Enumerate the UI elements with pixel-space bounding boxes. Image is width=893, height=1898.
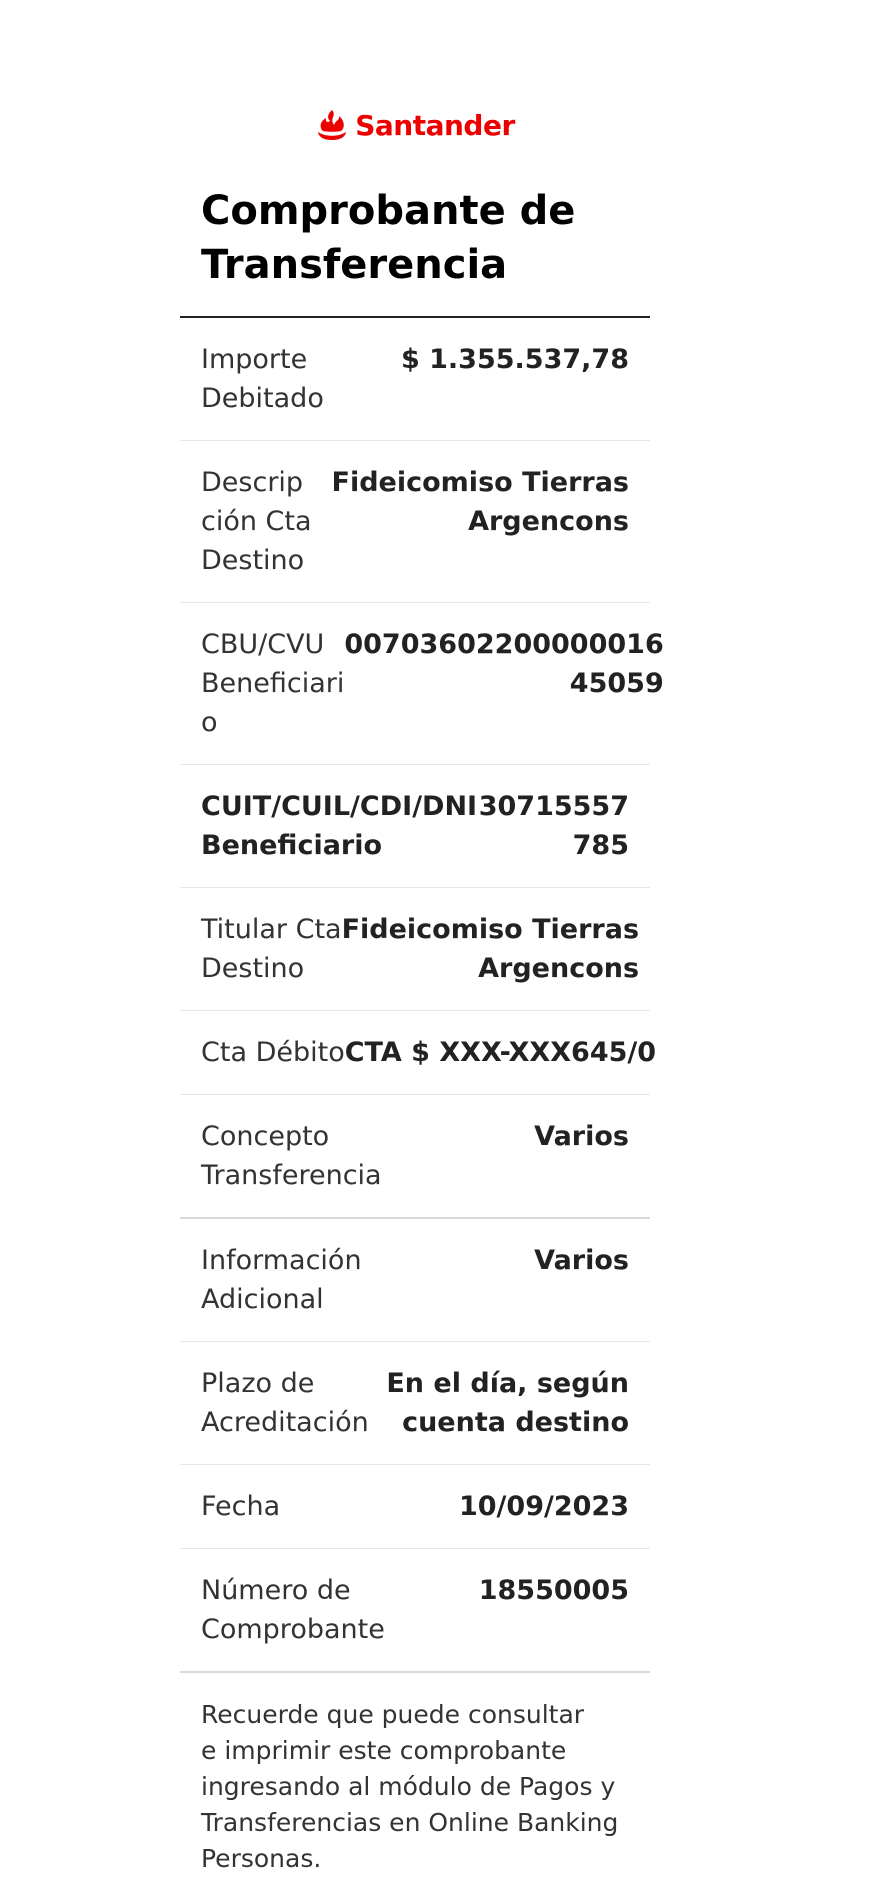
label-line: Transferencia <box>201 1160 382 1191</box>
label-line: Importe <box>201 344 308 375</box>
value-line: cuenta destino <box>402 1407 629 1438</box>
page-title-line-1: Comprobante de <box>201 188 576 234</box>
row-informacion-adicional <box>180 1219 650 1342</box>
note-line: e imprimir este comprobante <box>201 1736 567 1765</box>
label-line: Titular Cta <box>201 914 342 945</box>
row-label <box>201 1117 382 1195</box>
label-line: Fecha <box>201 1491 281 1522</box>
flame-icon <box>315 108 349 142</box>
row-label <box>201 340 324 418</box>
row-value <box>344 625 663 703</box>
row-value <box>342 910 639 988</box>
value-line: En el día, según <box>386 1368 629 1399</box>
note-line: Personas. <box>201 1844 322 1873</box>
value-line: 18550005 <box>478 1575 629 1606</box>
value-line: 10/09/2023 <box>458 1491 629 1522</box>
page-title <box>201 184 650 292</box>
page-title-line-2: Transferencia <box>201 242 508 288</box>
value-line: Fideicomiso Tierras <box>341 914 640 945</box>
value-line: $ 1.355.537,78 <box>400 344 629 375</box>
row-cbu-cvu-beneficiario <box>180 603 664 765</box>
row-fecha <box>180 1465 650 1549</box>
value-line: Argencons <box>468 506 629 537</box>
label-line: Número de <box>201 1575 351 1606</box>
row-value <box>534 1241 629 1280</box>
value-line: 30715557 <box>478 791 629 822</box>
footer-note <box>180 1673 642 1877</box>
label-line: Acreditación <box>201 1407 369 1438</box>
label-line: o <box>201 707 218 738</box>
row-numero-comprobante <box>180 1549 650 1673</box>
label-line: Adicional <box>201 1284 324 1315</box>
row-titular-cta-destino <box>180 888 650 1011</box>
label-line: Descrip <box>201 467 304 498</box>
santander-logo <box>180 100 650 150</box>
transfer-receipt <box>180 100 664 1877</box>
label-line: Destino <box>201 953 305 984</box>
label-line: Destino <box>201 545 305 576</box>
value-line: 785 <box>572 830 629 861</box>
row-label <box>201 1033 345 1072</box>
label-line: Cta Débito <box>201 1037 345 1068</box>
value-line: 45059 <box>569 668 664 699</box>
brand-name: Santander <box>355 108 515 142</box>
row-label <box>201 1364 369 1442</box>
label-line: ción Cta <box>201 506 312 537</box>
value-line: Varios <box>534 1245 629 1276</box>
row-label <box>201 787 477 865</box>
row-value <box>401 340 629 379</box>
row-plazo-acreditacion <box>180 1342 650 1465</box>
row-value <box>386 1364 629 1442</box>
row-value <box>534 1117 629 1156</box>
value-line: Argencons <box>478 953 640 984</box>
label-line: CUIT/CUIL/CDI/DNI <box>201 791 478 822</box>
value-line: Fideicomiso Tierras <box>331 467 629 498</box>
row-label <box>201 1241 362 1319</box>
row-label <box>201 1487 280 1526</box>
row-cuit-beneficiario <box>180 765 650 888</box>
row-value <box>479 787 629 865</box>
row-cta-debito <box>180 1011 657 1095</box>
row-concepto-transferencia <box>180 1095 650 1219</box>
value-line: 00703602200000016 <box>344 629 664 660</box>
row-label <box>201 625 344 742</box>
label-line: Información <box>201 1245 362 1276</box>
value-line: CTA $ XXX-XXX645/0 <box>344 1037 657 1068</box>
row-label <box>201 910 342 988</box>
row-value <box>345 1033 656 1072</box>
note-line: ingresando al módulo de Pagos y <box>201 1772 616 1801</box>
row-descripcion-cta-destino <box>180 441 650 603</box>
label-line: CBU/CVU <box>201 629 325 660</box>
row-label <box>201 463 312 580</box>
value-line: Varios <box>534 1121 629 1152</box>
label-line: Comprobante <box>201 1614 385 1645</box>
row-value <box>459 1487 629 1526</box>
label-line: Concepto <box>201 1121 330 1152</box>
label-line: Debitado <box>201 383 324 414</box>
row-importe-debitado <box>180 318 650 441</box>
note-line: Recuerde que puede consultar <box>201 1700 585 1729</box>
label-line: Beneficiario <box>201 830 383 861</box>
row-value <box>479 1571 629 1610</box>
note-line: Transferencias en Online Banking <box>201 1808 619 1837</box>
row-label <box>201 1571 385 1649</box>
row-value <box>332 463 629 541</box>
label-line: Beneficiari <box>201 668 345 699</box>
label-line: Plazo de <box>201 1368 315 1399</box>
